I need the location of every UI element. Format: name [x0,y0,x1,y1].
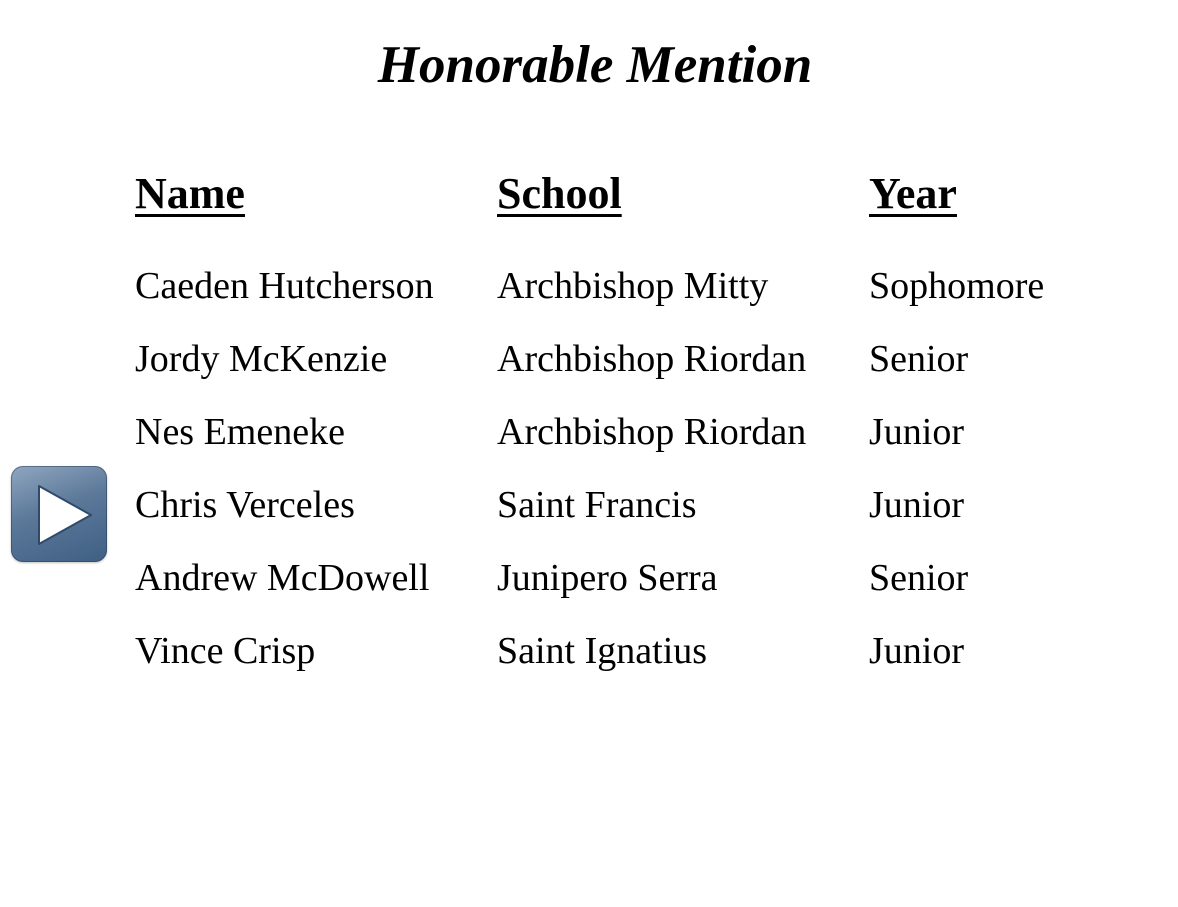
play-icon [11,466,107,562]
player-name: Vince Crisp [135,630,316,672]
player-name: Jordy McKenzie [135,338,388,380]
player-name: Nes Emeneke [135,411,345,453]
player-year: Senior [869,338,969,380]
table-row [135,550,1135,623]
player-name: Caeden Hutcherson [135,265,434,307]
table-row [135,331,1135,404]
player-school: Saint Francis [497,484,697,526]
table-row [135,623,1135,696]
player-year: Sophomore [869,265,1045,307]
honorable-mention-table [135,166,1135,696]
player-school: Archbishop Mitty [497,265,769,307]
player-year: Junior [869,484,964,526]
table-header-row [135,166,1135,258]
table-row [135,404,1135,477]
player-year: Senior [869,557,969,599]
player-school: Archbishop Riordan [497,411,807,453]
table-row [135,258,1135,331]
player-school: Junipero Serra [497,557,718,599]
player-name: Chris Verceles [135,484,355,526]
player-year: Junior [869,630,964,672]
column-header-name: Name [135,169,245,218]
column-header-year: Year [869,169,957,218]
player-year: Junior [869,411,964,453]
slide-title: Honorable Mention [377,36,813,94]
column-header-school: School [497,169,622,218]
player-name: Andrew McDowell [135,557,430,599]
play-button[interactable] [11,466,107,562]
player-school: Saint Ignatius [497,630,708,672]
player-school: Archbishop Riordan [497,338,807,380]
table-row [135,477,1135,550]
